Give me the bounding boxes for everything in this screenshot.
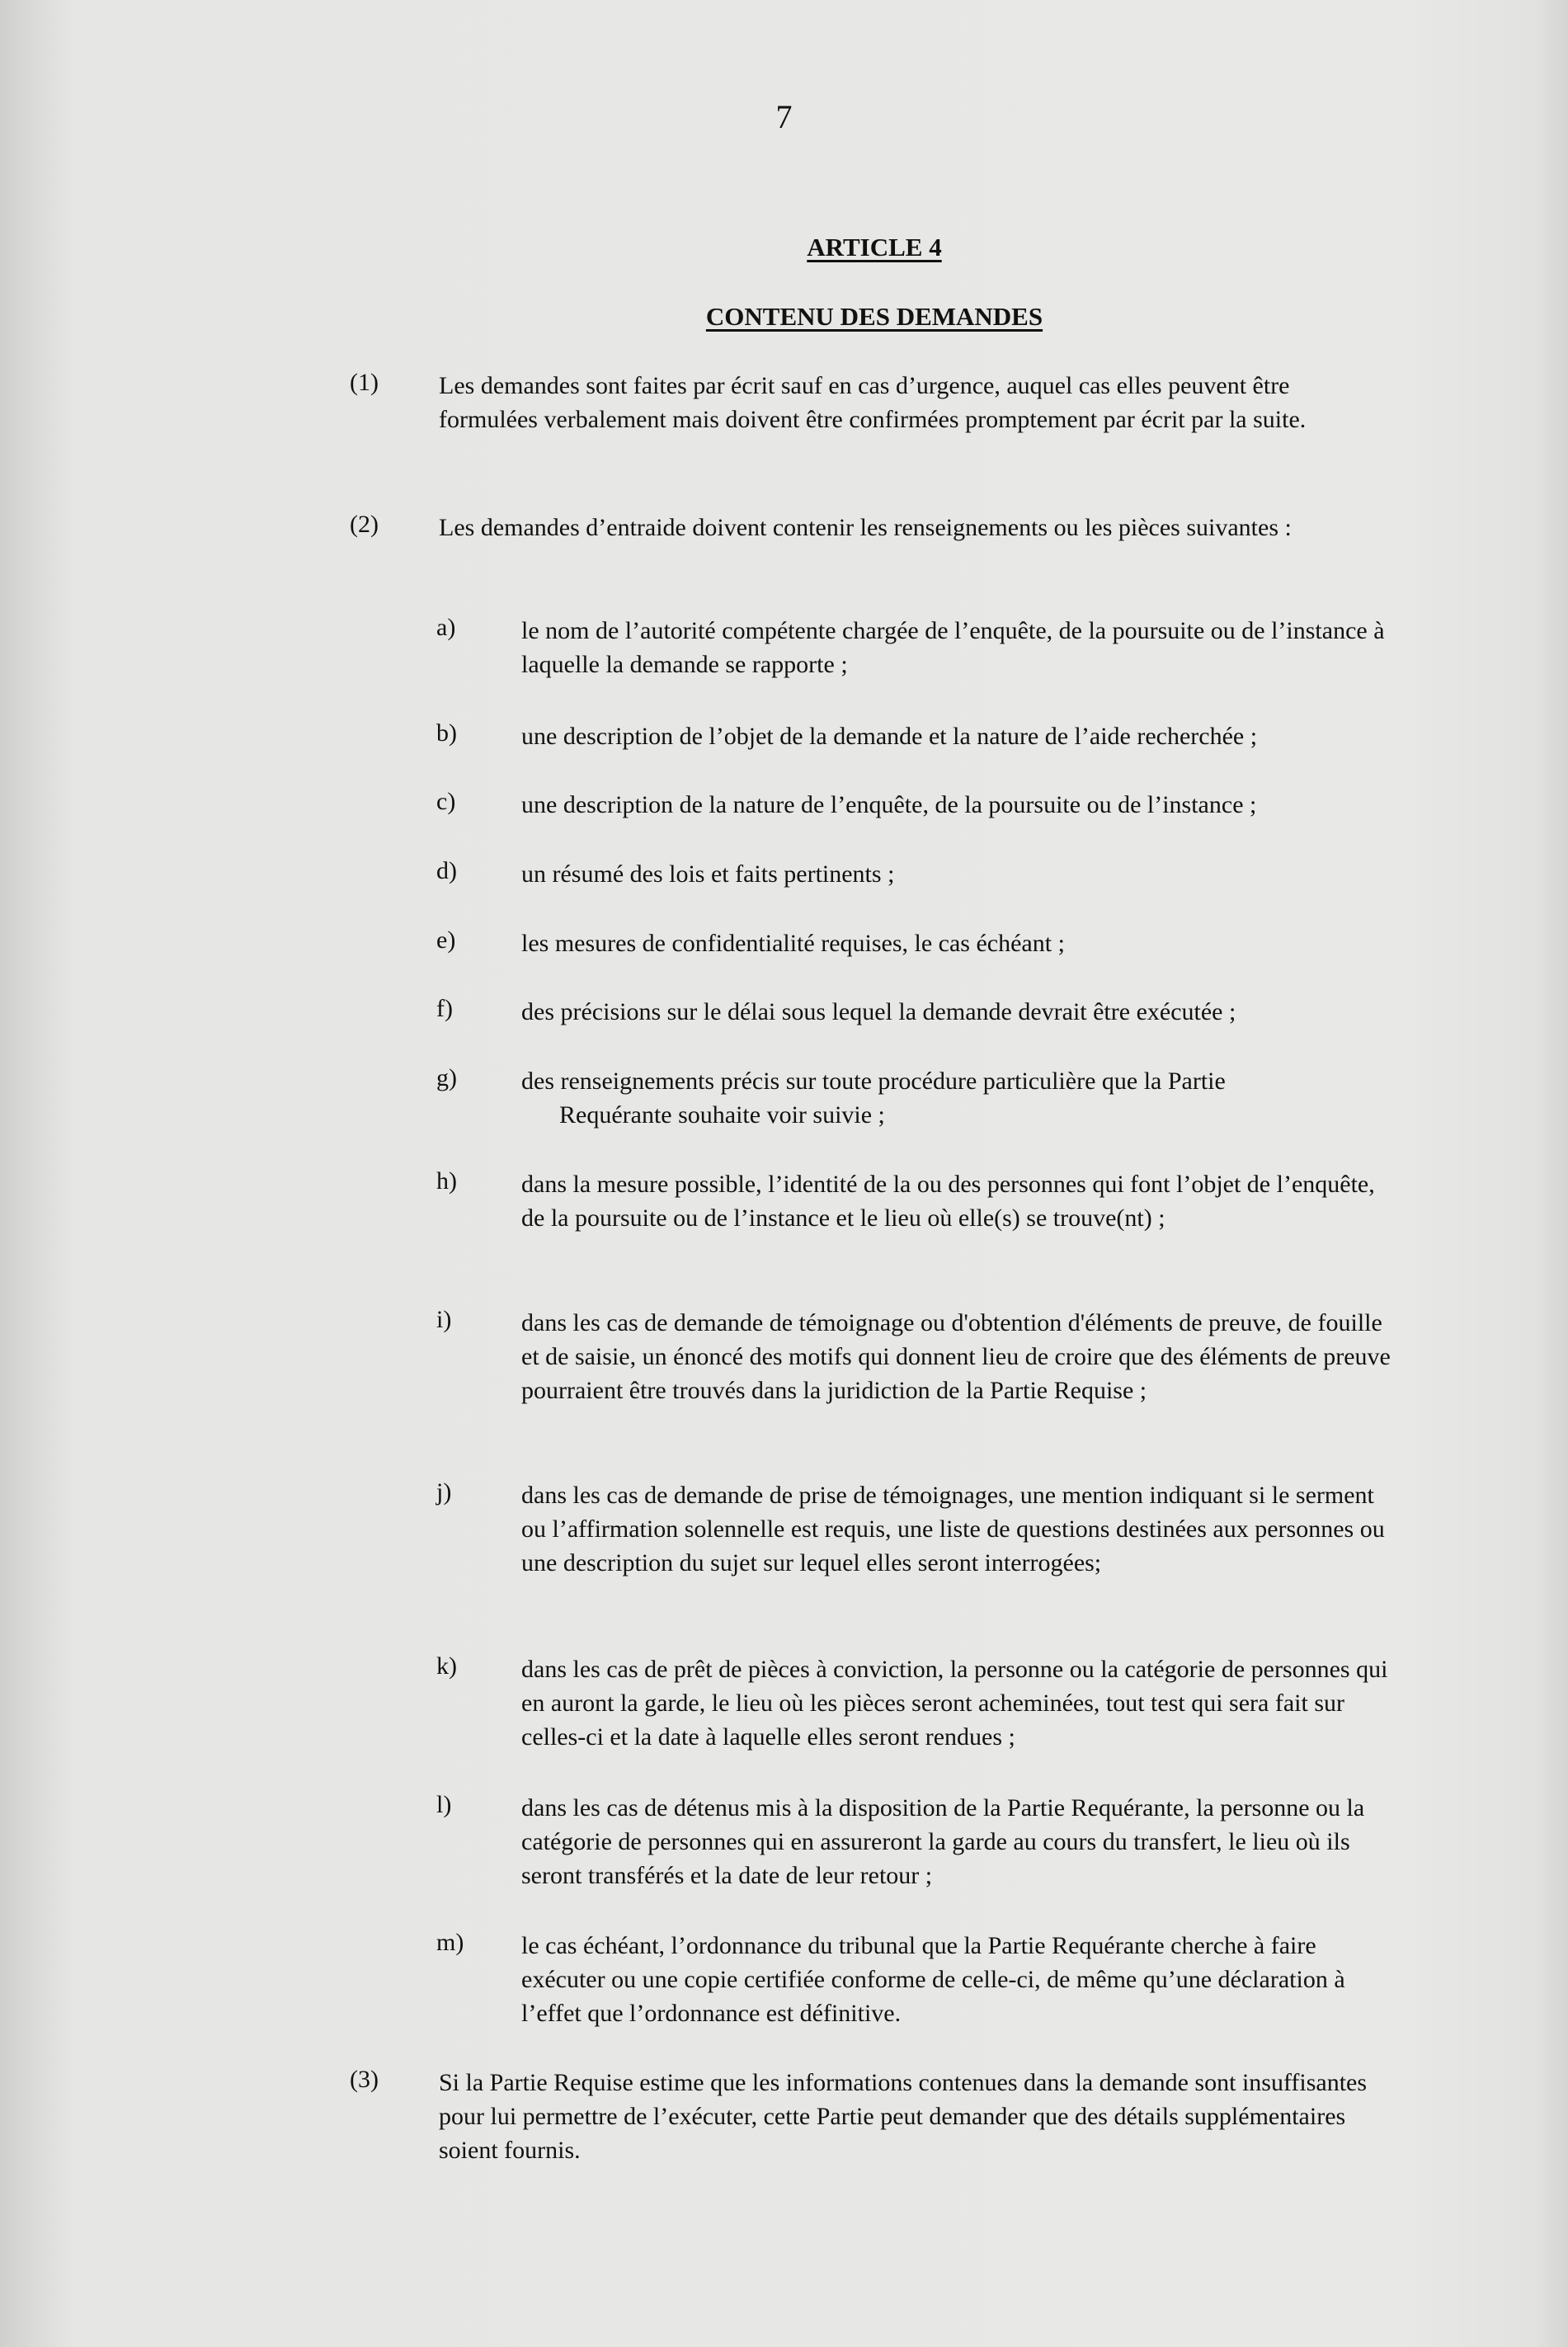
paragraph-number: (3) bbox=[350, 2066, 379, 2093]
list-item-letter: b) bbox=[436, 719, 457, 747]
section-title: CONTENU DES DEMANDES bbox=[705, 302, 1043, 331]
list-item-letter: j) bbox=[436, 1478, 452, 1506]
list-item-letter: l) bbox=[436, 1791, 452, 1818]
list-item-letter: d) bbox=[436, 857, 457, 884]
paragraph-number: (1) bbox=[350, 369, 379, 396]
list-item-letter: a) bbox=[436, 614, 456, 641]
list-item-letter: f) bbox=[436, 995, 453, 1022]
list-item-text: dans la mesure possible, l’identité de la ou des personnes qui font l’objet de l’enquête, de la poursuite ou de l’instance et le lieu où elle(s) se trouve(nt) ; bbox=[521, 1171, 1375, 1232]
list-item-letter: k) bbox=[436, 1652, 457, 1680]
list-item-text-line: Requérante souhaite voir suivie ; bbox=[559, 1101, 885, 1129]
paragraph-text: Si la Partie Requise estime que les informations contenues dans la demande sont insuffisantes pour lui permettre de l’exécuter, cette Partie peut demander que des détails supplémentaires soient fournis. bbox=[439, 2069, 1368, 2164]
list-item-text: une description de l’objet de la demande et la nature de l’aide recherchée ; bbox=[521, 723, 1258, 750]
list-item-letter: e) bbox=[436, 926, 456, 954]
paragraph-number: (2) bbox=[350, 511, 379, 538]
paragraph-text: Les demandes sont faites par écrit sauf en cas d’urgence, auquel cas elles peuvent être formulées verbalement mais doivent être confirmées promptement par écrit par la suite. bbox=[439, 372, 1307, 433]
paragraph-text: Les demandes d’entraide doivent contenir les renseignements ou les pièces suivantes : bbox=[439, 514, 1292, 541]
list-item-text: le nom de l’autorité compétente chargée de l’enquête, de la poursuite ou de l’instance à laquelle la demande se rapporte ; bbox=[521, 617, 1385, 678]
list-item-text-line: des renseignements précis sur toute procédure particulière que la Partie bbox=[521, 1067, 1226, 1095]
list-item-text: des précisions sur le délai sous lequel la demande devrait être exécutée ; bbox=[521, 998, 1236, 1025]
list-item-letter: c) bbox=[436, 788, 456, 815]
list-item-letter: i) bbox=[436, 1306, 452, 1333]
list-item-text: dans les cas de demande de prise de témoignages, une mention indiquant si le serment ou l’affirmation solennelle est requis, une liste de questions destinées aux personnes ou une description du sujet sur lequel elles seront interrogées; bbox=[521, 1482, 1385, 1576]
article-title: ARTICLE 4 bbox=[807, 233, 942, 262]
list-item-text: le cas échéant, l’ordonnance du tribunal que la Partie Requérante cherche à faire exécuter ou une copie certifiée conforme de celle-ci, de même qu’une déclaration à l’effet que l’ordonnance est définitive. bbox=[521, 1932, 1345, 2027]
list-item-letter: g) bbox=[436, 1064, 457, 1091]
list-item-text: les mesures de confidentialité requises, le cas échéant ; bbox=[521, 930, 1065, 957]
list-item-letter: h) bbox=[436, 1167, 457, 1195]
list-item-text: dans les cas de détenus mis à la disposition de la Partie Requérante, la personne ou la catégorie de personnes qui en assureront la garde au cours du transfert, le lieu où ils seront transférés et la date de leur retour ; bbox=[521, 1794, 1365, 1889]
list-item-text: un résumé des lois et faits pertinents ; bbox=[521, 860, 895, 888]
page-number: 7 bbox=[775, 98, 793, 135]
list-item-text bbox=[521, 1064, 1404, 1132]
list-item-text: une description de la nature de l’enquête, de la poursuite ou de l’instance ; bbox=[521, 791, 1257, 818]
list-item-text: dans les cas de prêt de pièces à conviction, la personne ou la catégorie de personnes qui en auront la garde, le lieu où les pièces seront acheminées, tout test qui sera fait sur celles-ci et la date à laquelle elles seront rendues ; bbox=[521, 1656, 1388, 1751]
list-item-text: dans les cas de demande de témoignage ou d'obtention d'éléments de preuve, de fouille et de saisie, un énoncé des motifs qui donnent lieu de croire que des éléments de preuve pourraient être trouvés dans la juridiction de la Partie Requise ; bbox=[521, 1309, 1391, 1404]
list-item-letter: m) bbox=[436, 1929, 464, 1956]
